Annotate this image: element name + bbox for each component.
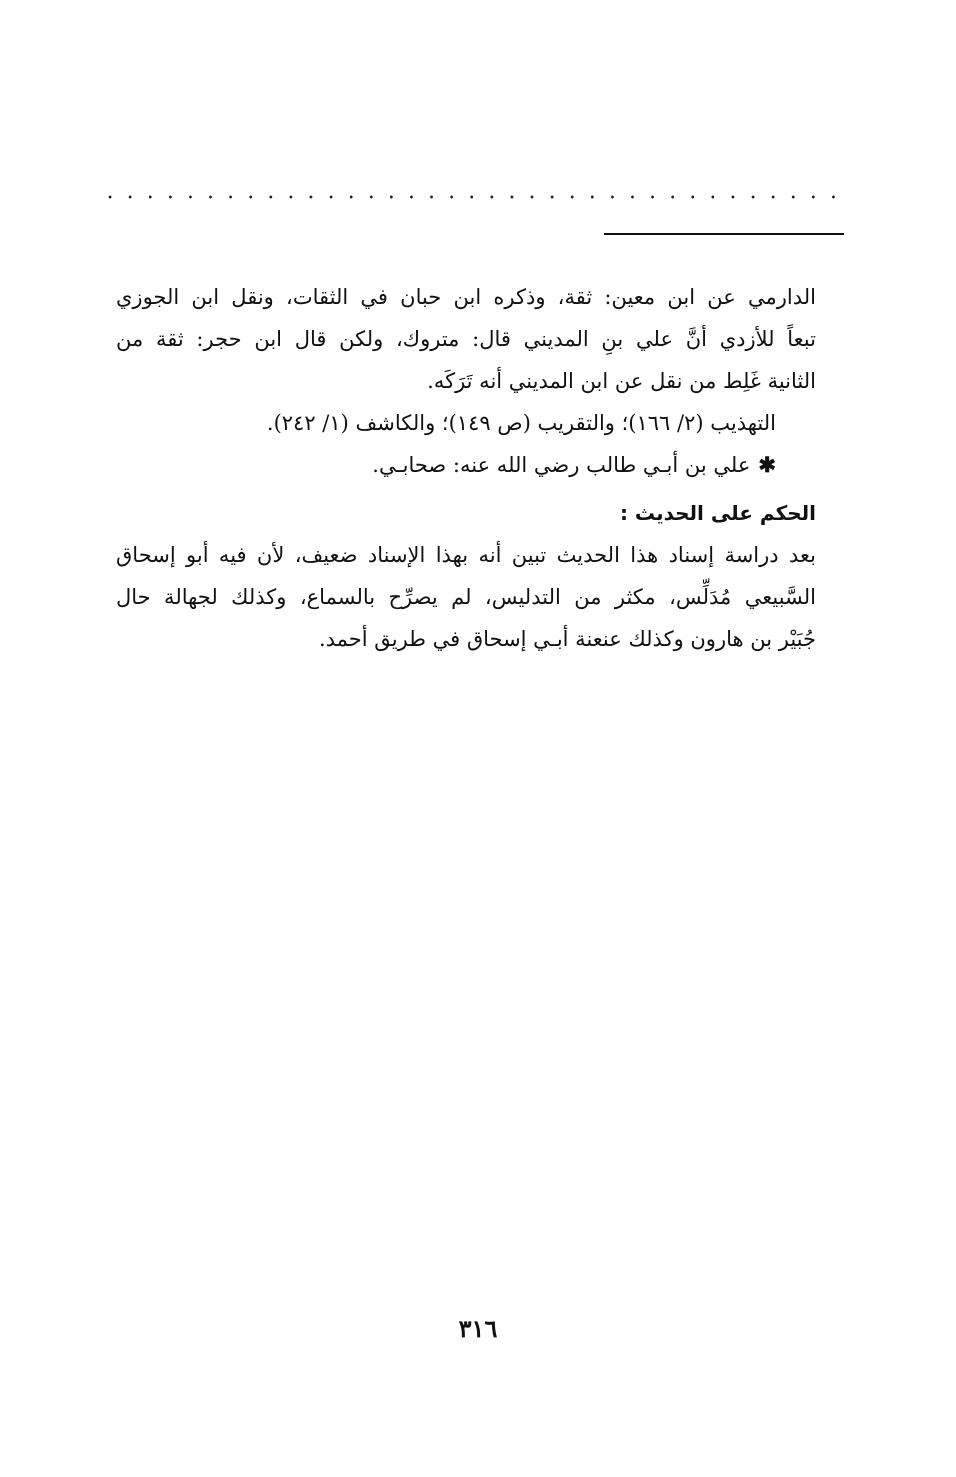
footnote-sources: التهذيب (٢/ ١٦٦)؛ والتقريب (ص ١٤٩)؛ والكاشف (١/ ٢٤٢). (266, 411, 776, 435)
footnote-line: تبعاً للأزدي أنَّ علي بنِ المديني قال: متروك، ولكن قال ابن حجر: ثقة من (116, 327, 816, 351)
ruling-line: جُبَيْر بن هارون وكذلك عنعنة أبـي إسحاق في طريق أحمد. (318, 627, 816, 651)
ruling-paragraph (116, 534, 816, 660)
ruling-heading-block (116, 492, 816, 534)
ruling-line: بعد دراسة إسناد هذا الحديث تبين أنه بهذا الإسناد ضعيف، لأن فيه أبو إسحاق (116, 543, 816, 567)
narrator-text: علي بن أبـي طالب رضي الله عنه: صحابـي. (372, 453, 751, 477)
asterisk-icon: ✱ (758, 452, 776, 477)
ruling-line: السَّبيعي مُدَلِّس، مكثر من التدليس، لم يصرِّح بالسماع، وكذلك لجهالة حال (116, 585, 816, 609)
footnote-line: الدارمي عن ابن معين: ثقة، وذكره ابن حبان في الثقات، ونقل ابن الجوزي (116, 285, 816, 309)
narrator-footnote (116, 276, 816, 486)
footnote-line: الثانية غَلِط من نقل عن ابن المديني أنه تَرَكَه. (427, 369, 816, 393)
footnote-rule (604, 233, 844, 235)
ruling-heading: الحكم على الحديث : (619, 501, 816, 525)
narrator-entry (116, 444, 816, 486)
page-number: ٣١٦ (458, 1314, 498, 1343)
dotted-separator (100, 194, 844, 200)
